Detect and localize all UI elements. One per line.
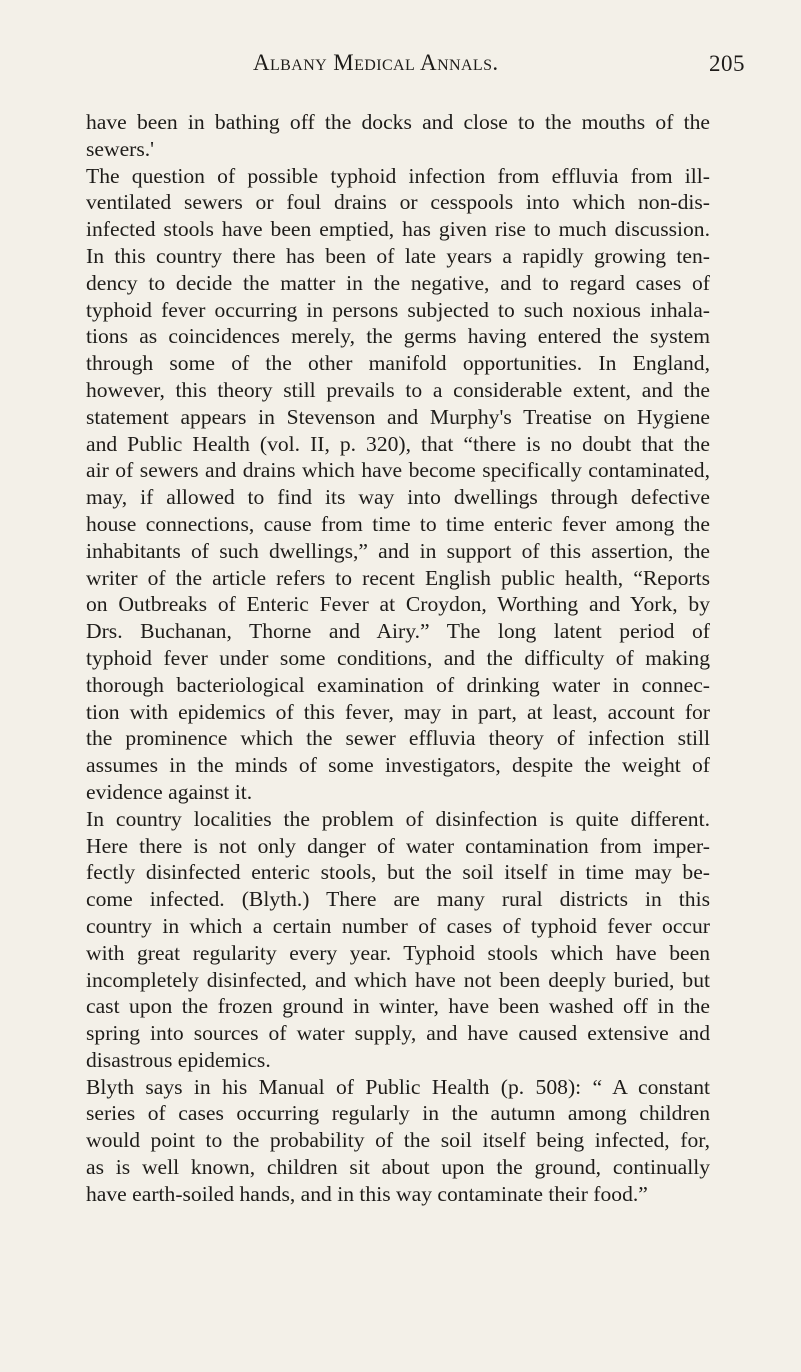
text-line: In country localities the problem of disinfection is quite different. bbox=[86, 806, 710, 831]
text-line: would point to the probability of the soil itself being infected, for, bbox=[86, 1128, 710, 1153]
text-line: assumes in the minds of some investigators, despite the weight of bbox=[86, 753, 710, 778]
text-line: through some of the other manifold opportunities. In England, bbox=[86, 351, 710, 376]
text-line: country in which a certain number of cases of typhoid fever occur bbox=[86, 913, 710, 938]
text-line: have been in bathing off the docks and close to the mouths of the bbox=[86, 110, 710, 134]
page-number: 205 bbox=[709, 51, 745, 76]
text-line: have earth-soiled hands, and in this way contaminate their food.” bbox=[86, 1181, 648, 1206]
text-line: statement appears in Stevenson and Murphy's Treatise on Hygiene bbox=[86, 404, 710, 429]
text-line: tion with epidemics of this fever, may in part, at least, account for bbox=[86, 699, 710, 724]
text-line: sewers.' bbox=[86, 136, 155, 161]
running-header bbox=[0, 50, 801, 82]
body-text bbox=[86, 109, 710, 1208]
text-line: fectly disinfected enteric stools, but the soil itself in time may be- bbox=[86, 860, 710, 885]
text-line: the prominence which the sewer effluvia theory of infection still bbox=[86, 726, 710, 751]
text-line: Drs. Buchanan, Thorne and Airy.” The long latent period of bbox=[86, 619, 710, 644]
text-line: on Outbreaks of Enteric Fever at Croydon, Worthing and York, by bbox=[86, 592, 710, 617]
text-line: Blyth says in his Manual of Public Health (p. 508): “ A constant bbox=[86, 1074, 710, 1099]
text-line: tions as coincidences merely, the germs having entered the system bbox=[86, 324, 710, 349]
text-line: disastrous epidemics. bbox=[86, 1047, 271, 1072]
text-line: as is well known, children sit about upon the ground, continually bbox=[86, 1155, 710, 1180]
text-line: spring into sources of water supply, and have caused extensive and bbox=[86, 1021, 710, 1046]
text-line: however, this theory still prevails to a considerable extent, and the bbox=[86, 377, 710, 402]
text-line: infected stools have been emptied, has given rise to much discussion. bbox=[86, 217, 710, 242]
text-line: inhabitants of such dwellings,” and in support of this assertion, the bbox=[86, 538, 710, 563]
text-line: house connections, cause from time to time enteric fever among the bbox=[86, 511, 710, 536]
text-line: Here there is not only danger of water contamination from imper- bbox=[86, 833, 710, 858]
text-line: typhoid fever under some conditions, and the difficulty of making bbox=[86, 645, 710, 670]
text-line: typhoid fever occurring in persons subjected to such noxious inhala- bbox=[86, 297, 710, 322]
text-line: series of cases occurring regularly in the autumn among children bbox=[86, 1101, 710, 1126]
text-line: and Public Health (vol. II, p. 320), that “there is no doubt that the bbox=[86, 431, 710, 456]
text-line: writer of the article refers to recent English public health, “Reports bbox=[86, 565, 710, 590]
text-line: The question of possible typhoid infection from effluvia from ill- bbox=[86, 163, 710, 188]
text-line: may, if allowed to find its way into dwellings through defective bbox=[86, 485, 710, 510]
text-line: In this country there has been of late years a rapidly growing ten- bbox=[86, 243, 710, 268]
text-line: air of sewers and drains which have become specifically contaminated, bbox=[86, 458, 710, 483]
text-line: thorough bacteriological examination of drinking water in connec- bbox=[86, 672, 710, 697]
text-line: dency to decide the matter in the negative, and to regard cases of bbox=[86, 270, 710, 295]
text-line: come infected. (Blyth.) There are many rural districts in this bbox=[86, 887, 710, 912]
text-line: incompletely disinfected, and which have not been deeply buried, but bbox=[86, 967, 710, 992]
text-line: with great regularity every year. Typhoid stools which have been bbox=[86, 940, 710, 965]
text-line: ventilated sewers or foul drains or cesspools into which non-dis- bbox=[86, 190, 710, 215]
text-line: cast upon the frozen ground in winter, have been washed off in the bbox=[86, 994, 710, 1019]
text-line: evidence against it. bbox=[86, 779, 253, 804]
running-title: Albany Medical Annals. bbox=[253, 50, 499, 75]
